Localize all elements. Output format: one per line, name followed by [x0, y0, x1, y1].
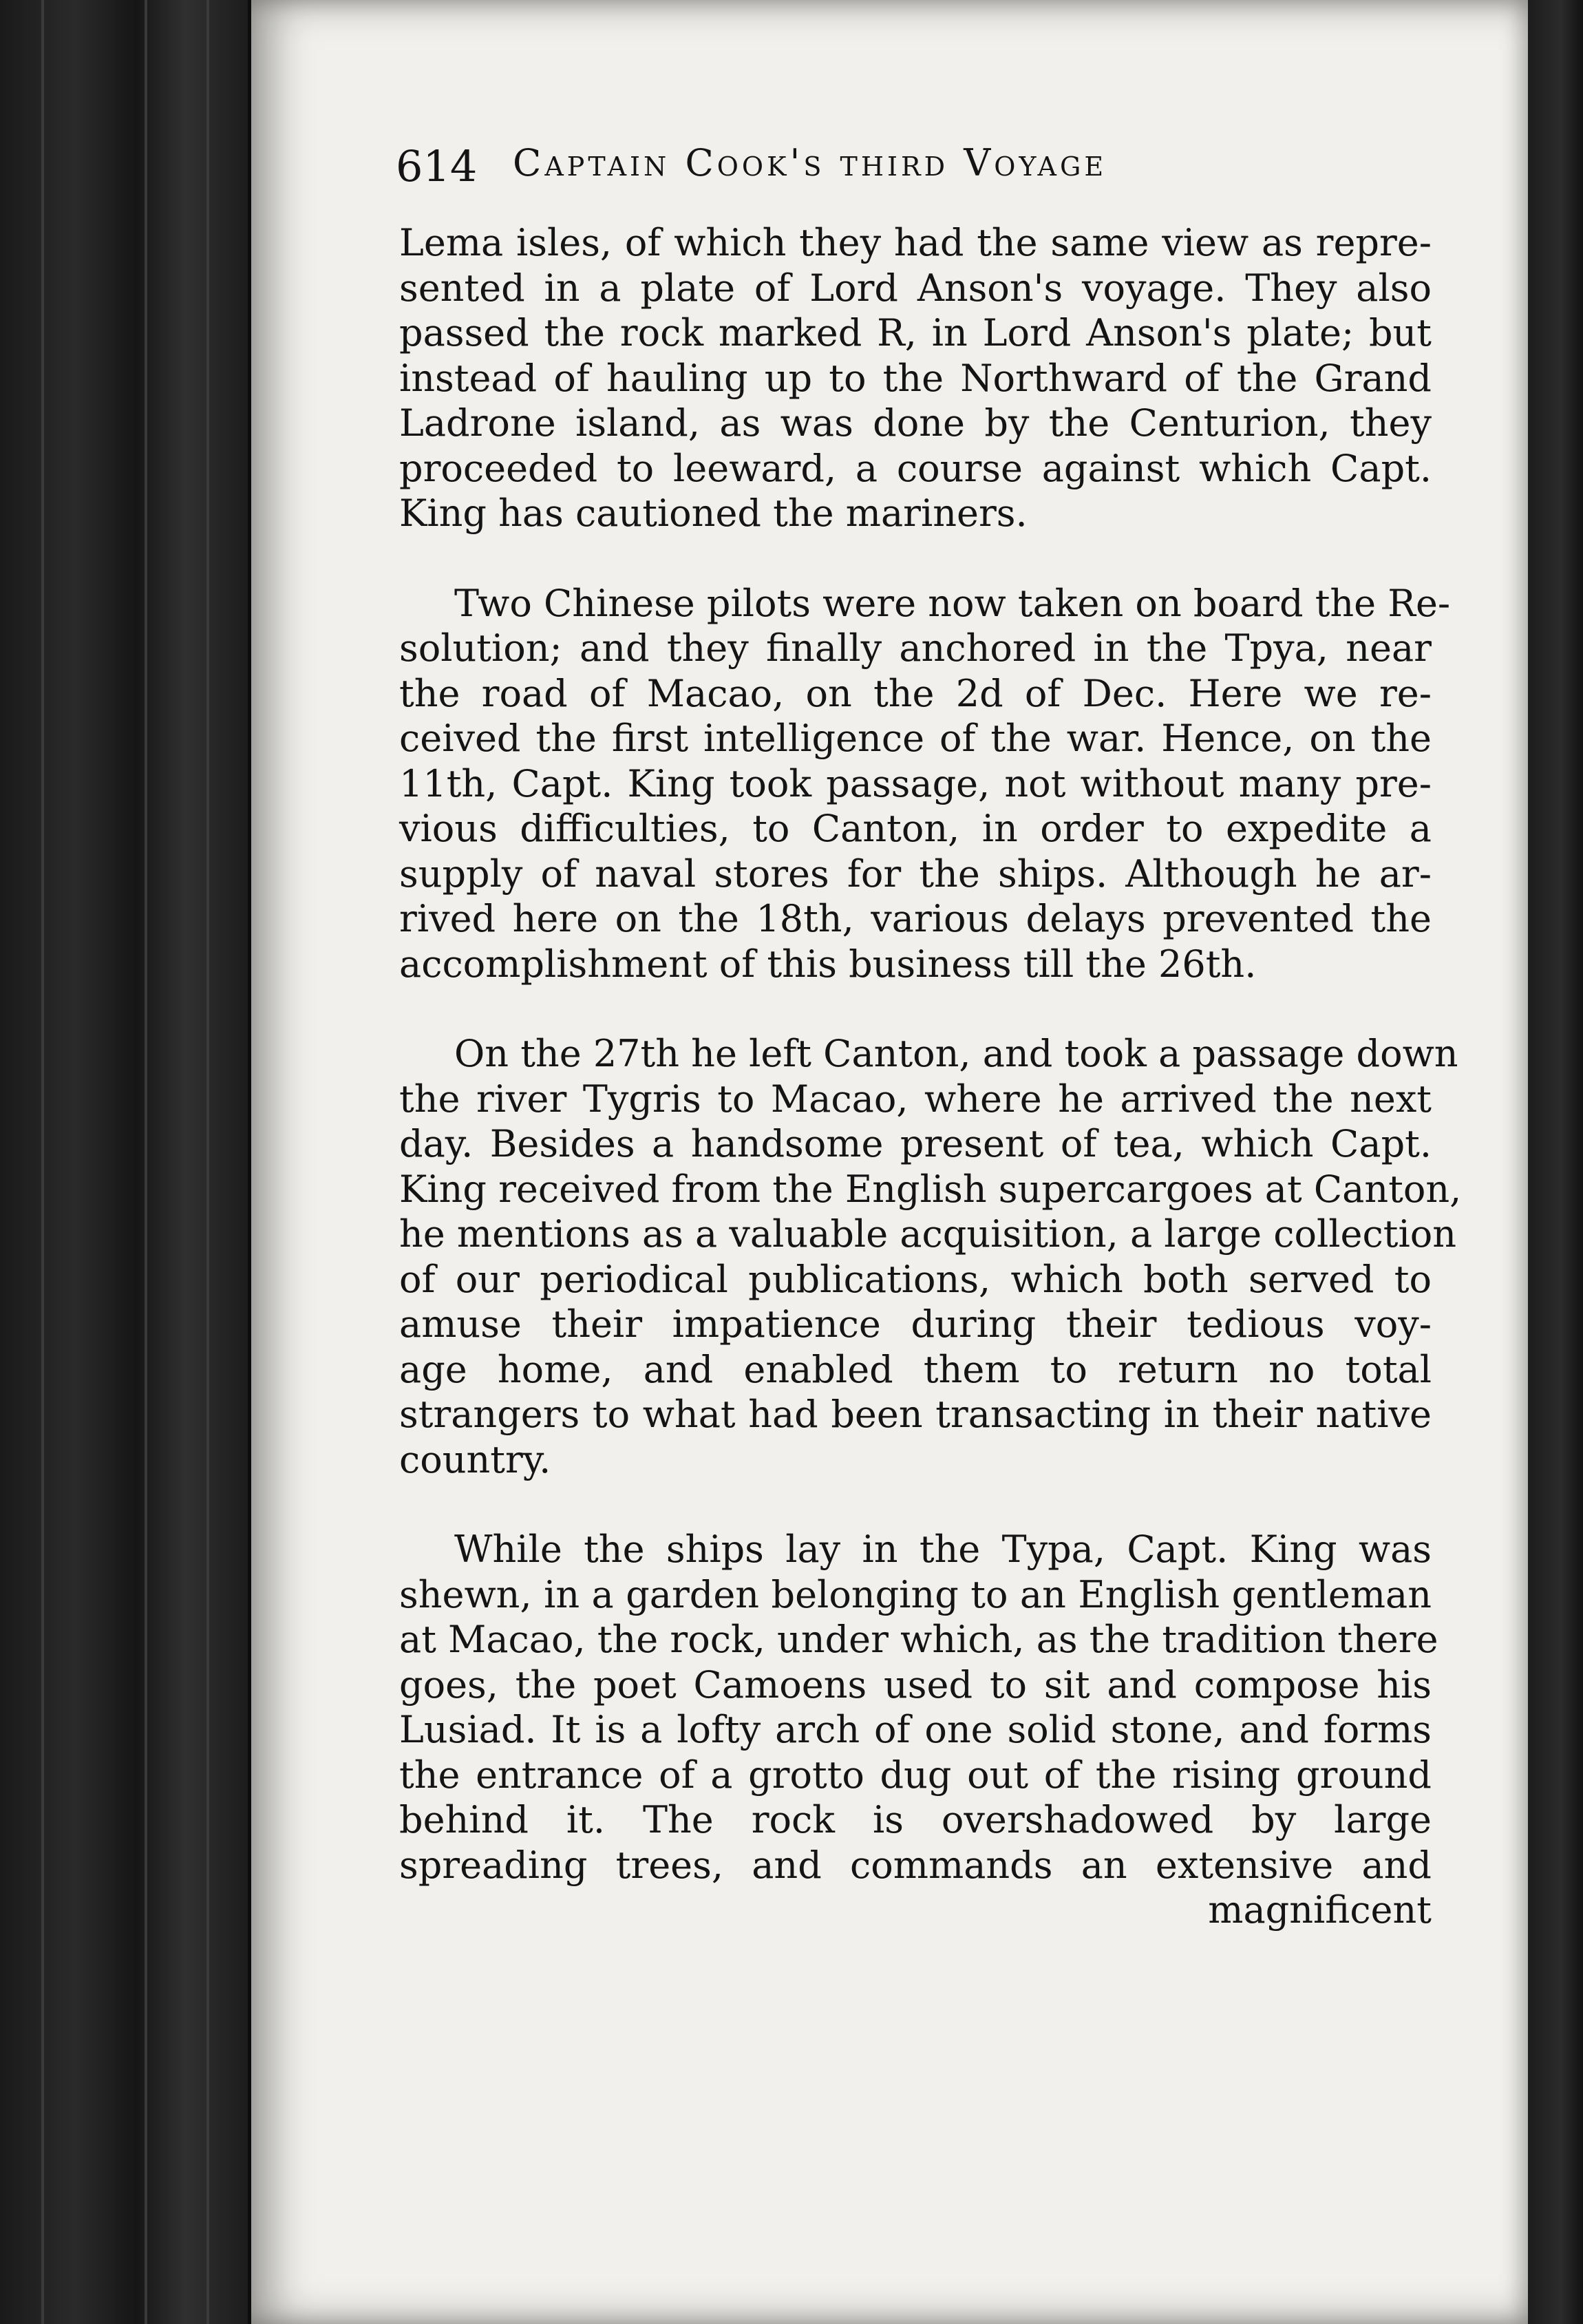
- paragraph: [399, 1527, 1438, 1888]
- text-line: proceeded to leeward, a course against which Capt.: [399, 446, 1432, 490]
- text-line: Lusiad. It is a lofty arch of one solid stone, and forms: [399, 1708, 1432, 1751]
- text-line: the road of Macao, on the 2d of Dec. Here we re-: [399, 671, 1432, 715]
- page-number: 614: [396, 141, 478, 191]
- paragraph-gap: [399, 536, 1432, 581]
- page-edge-shadow: [1528, 0, 1583, 2324]
- body-text: [399, 220, 1462, 1933]
- text-line: shewn, in a garden belonging to an English gentleman: [399, 1572, 1432, 1616]
- text-line: amuse their impatience during their tedious voy-: [399, 1302, 1432, 1346]
- text-line: Ladrone island, as was done by the Centurion, they: [399, 401, 1432, 445]
- text-line: at Macao, the rock, under which, as the tradition there: [399, 1618, 1438, 1661]
- text-line: he mentions as a valuable acquisition, a large collection: [399, 1212, 1457, 1256]
- text-line: On the 27th he left Canton, and took a passage down: [454, 1032, 1458, 1075]
- catchword: magnificent: [1208, 1888, 1432, 1932]
- text-line: country.: [399, 1437, 551, 1481]
- text-line: behind it. The rock is overshadowed by large: [399, 1798, 1432, 1841]
- text-line: day. Besides a handsome present of tea, which Capt.: [399, 1122, 1432, 1165]
- paragraph: [399, 220, 1432, 536]
- spine-streak: [41, 0, 44, 2324]
- text-line: the river Tygris to Macao, where he arrived the next: [399, 1077, 1432, 1121]
- text-line: instead of hauling up to the Northward of the Grand: [399, 356, 1432, 400]
- text-line: the entrance of a grotto dug out of the rising ground: [399, 1753, 1432, 1797]
- paragraph: [399, 581, 1451, 987]
- text-line: King received from the English supercargoes at Canton,: [399, 1167, 1462, 1211]
- text-line: Lema isles, of which they had the same view as repre-: [399, 221, 1432, 264]
- book-spine: [0, 0, 248, 2324]
- text-line: rived here on the 18th, various delays prevented the: [399, 897, 1432, 940]
- text-line: While the ships lay in the Typa, Capt. King was: [454, 1528, 1432, 1571]
- text-line: vious difficulties, to Canton, in order to expedite a: [399, 807, 1432, 850]
- text-line: passed the rock marked R, in Lord Anson's plate; but: [399, 311, 1432, 355]
- running-head: Captain Cook's third Voyage: [513, 141, 1107, 184]
- text-line: sented in a plate of Lord Anson's voyage. They also: [399, 266, 1432, 310]
- spine-streak: [206, 0, 209, 2324]
- text-line: King has cautioned the mariners.: [399, 492, 1028, 535]
- text-line: 11th, Capt. King took passage, not without many pre-: [399, 761, 1432, 805]
- text-line: supply of naval stores for the ships. Although he ar-: [399, 852, 1432, 896]
- text-line: solution; and they finally anchored in the Tpya, near: [399, 626, 1432, 670]
- text-line: age home, and enabled them to return no total: [399, 1347, 1432, 1391]
- paragraph-gap: [399, 986, 1432, 1031]
- text-line: strangers to what had been transacting in their native: [399, 1393, 1432, 1436]
- text-line: of our periodical publications, which both served to: [399, 1257, 1432, 1301]
- text-line: ceived the first intelligence of the war. Hence, on the: [399, 717, 1432, 760]
- text-line: Two Chinese pilots were now taken on board the Re-: [454, 581, 1451, 625]
- spine-streak: [145, 0, 147, 2324]
- text-line: spreading trees, and commands an extensive and: [399, 1843, 1432, 1887]
- paragraph: [399, 1031, 1462, 1482]
- text-line: goes, the poet Camoens used to sit and compose his: [399, 1662, 1432, 1707]
- text-line: accomplishment of this business till the 26th.: [399, 942, 1257, 986]
- paragraph-gap: [399, 1482, 1432, 1527]
- page-header: [396, 141, 1428, 203]
